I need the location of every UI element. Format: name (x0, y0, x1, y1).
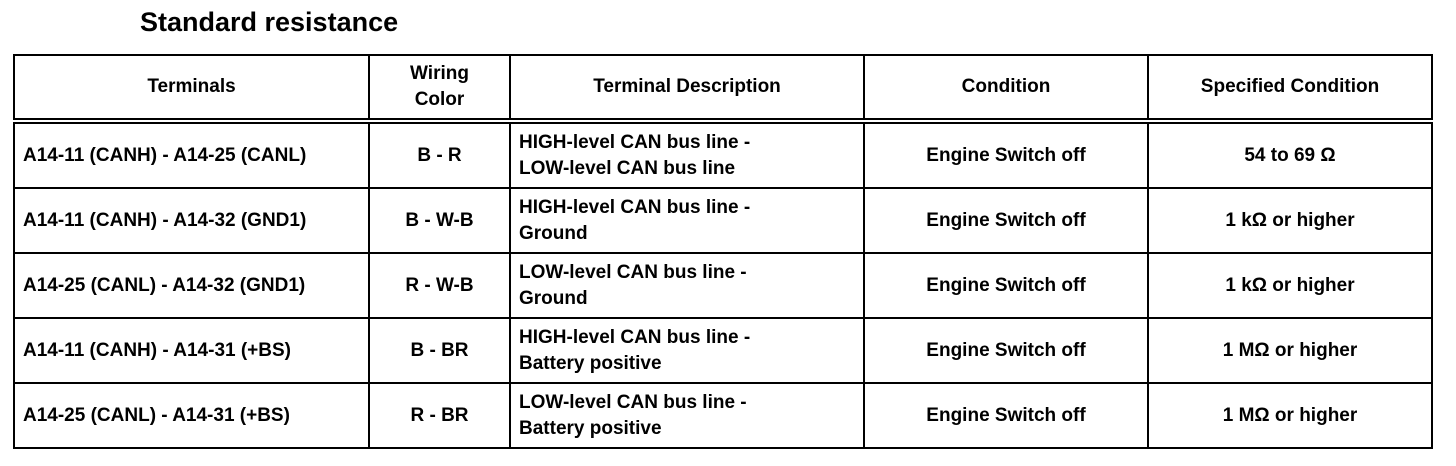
table-row (14, 121, 1432, 188)
cell-specified-condition: 1 MΩ or higher (1148, 318, 1432, 383)
cell-condition: Engine Switch off (864, 188, 1148, 253)
cell-terminal-description (510, 121, 864, 188)
cell-specified-condition: 1 kΩ or higher (1148, 253, 1432, 318)
header-wiring-color (369, 55, 510, 121)
desc-line1: HIGH-level CAN bus line - (519, 131, 751, 153)
cell-wiring-color: R - BR (369, 383, 510, 448)
desc-line2: LOW-level CAN bus line (519, 157, 736, 179)
resistance-table (13, 54, 1433, 449)
cell-wiring-color: R - W-B (369, 253, 510, 318)
table-row (14, 253, 1432, 318)
table-row (14, 383, 1432, 448)
cell-terminal-description (510, 383, 864, 448)
cell-wiring-color: B - W-B (369, 188, 510, 253)
cell-condition: Engine Switch off (864, 318, 1148, 383)
header-wiring-line1: Wiring (410, 63, 469, 84)
desc-line1: HIGH-level CAN bus line - (519, 326, 751, 348)
table-row (14, 188, 1432, 253)
header-terminals: Terminals (14, 55, 369, 121)
header-terminal-description: Terminal Description (510, 55, 864, 121)
cell-terminals: A14-25 (CANL) - A14-32 (GND1) (14, 253, 369, 318)
cell-condition: Engine Switch off (864, 253, 1148, 318)
desc-line2: Battery positive (519, 352, 662, 374)
cell-terminals: A14-11 (CANH) - A14-32 (GND1) (14, 188, 369, 253)
cell-terminal-description (510, 318, 864, 383)
desc-line2: Battery positive (519, 417, 662, 439)
desc-line1: LOW-level CAN bus line - (519, 261, 747, 283)
table-body (14, 121, 1432, 448)
cell-terminal-description (510, 188, 864, 253)
desc-line2: Ground (519, 222, 588, 244)
cell-specified-condition: 1 MΩ or higher (1148, 383, 1432, 448)
cell-wiring-color: B - BR (369, 318, 510, 383)
desc-line1: HIGH-level CAN bus line - (519, 196, 751, 218)
cell-condition: Engine Switch off (864, 121, 1148, 188)
header-row (14, 55, 1432, 121)
cell-condition: Engine Switch off (864, 383, 1148, 448)
table-row (14, 318, 1432, 383)
cell-wiring-color: B - R (369, 121, 510, 188)
cell-specified-condition: 1 kΩ or higher (1148, 188, 1432, 253)
desc-line2: Ground (519, 287, 588, 309)
cell-terminals: A14-25 (CANL) - A14-31 (+BS) (14, 383, 369, 448)
desc-line1: LOW-level CAN bus line - (519, 391, 747, 413)
cell-terminals: A14-11 (CANH) - A14-25 (CANL) (14, 121, 369, 188)
page-title: Standard resistance (140, 7, 399, 37)
header-wiring-line2: Color (414, 89, 465, 110)
header-condition: Condition (864, 55, 1148, 121)
header-specified-condition: Specified Condition (1148, 55, 1432, 121)
cell-specified-condition: 54 to 69 Ω (1148, 121, 1432, 188)
cell-terminals: A14-11 (CANH) - A14-31 (+BS) (14, 318, 369, 383)
table-header (14, 55, 1432, 121)
cell-terminal-description (510, 253, 864, 318)
